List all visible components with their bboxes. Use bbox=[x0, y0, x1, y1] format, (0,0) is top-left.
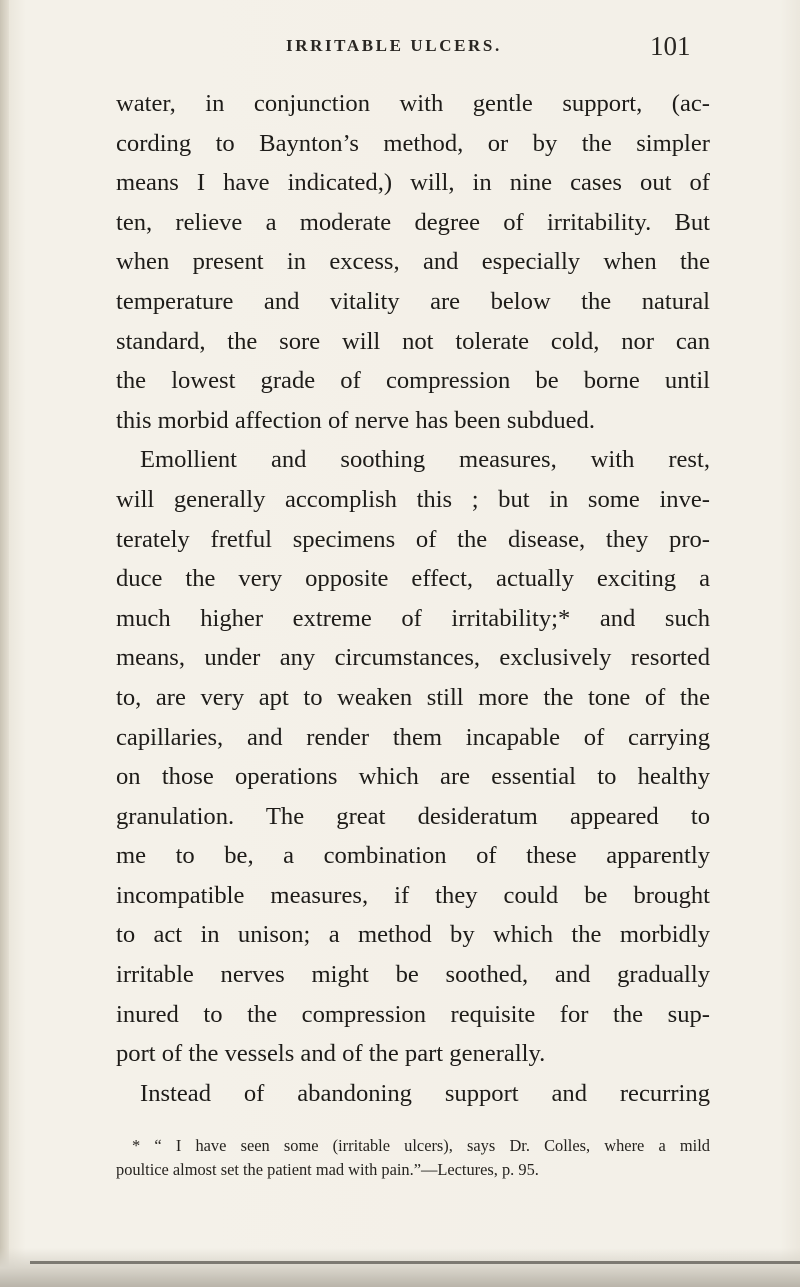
text-line: duce the very opposite effect, actually exciting a bbox=[116, 565, 710, 593]
text-line: incompatible measures, if they could be brought bbox=[116, 881, 710, 909]
text-line: means I have indicated,) will, in nine cases out of bbox=[116, 169, 710, 197]
running-head: IRRITABLE ULCERS. bbox=[286, 36, 502, 55]
page-header bbox=[0, 31, 800, 64]
text-line: standard, the sore will not tolerate cold, nor can bbox=[116, 327, 710, 355]
text-line: to act in unison; a method by which the morbidly bbox=[116, 921, 710, 949]
text-line: this morbid affection of nerve has been subdued. bbox=[116, 406, 595, 434]
text-line: irritable nerves might be soothed, and gradually bbox=[116, 961, 710, 989]
text-line: much higher extreme of irritability;* and such bbox=[116, 604, 710, 632]
text-line: ten, relieve a moderate degree of irritability. But bbox=[116, 208, 710, 236]
text-line: Emollient and soothing measures, with rest, bbox=[140, 446, 710, 474]
text-line: to, are very apt to weaken still more the tone of the bbox=[116, 683, 710, 711]
binding-edge bbox=[0, 0, 9, 1287]
text-line: water, in conjunction with gentle support, (ac- bbox=[116, 90, 710, 117]
text-line: means, under any circumstances, exclusively resorted bbox=[116, 644, 710, 672]
text-line: port of the vessels and of the part generally. bbox=[116, 1040, 546, 1068]
body-text bbox=[116, 84, 710, 1113]
text-line: the lowest grade of compression be borne until bbox=[116, 367, 710, 395]
text-line: when present in excess, and especially when the bbox=[116, 248, 710, 276]
text-line: terately fretful specimens of the disease, they pro- bbox=[116, 525, 710, 553]
text-line: granulation. The great desideratum appeared to bbox=[116, 802, 710, 830]
footnote bbox=[116, 1134, 710, 1182]
text-line: on those operations which are essential to healthy bbox=[116, 763, 710, 791]
text-line: cording to Baynton’s method, or by the simpler bbox=[116, 129, 710, 157]
text-line: Instead of abandoning support and recurring bbox=[140, 1079, 710, 1107]
text-line: temperature and vitality are below the natural bbox=[116, 287, 710, 315]
page-bottom-edge bbox=[30, 1261, 800, 1264]
footnote-line: * “ I have seen some (irritable ulcers), says Dr. Colles, where a mild bbox=[132, 1136, 710, 1155]
text-line: capillaries, and render them incapable of carrying bbox=[116, 723, 710, 751]
footnote-line: poultice almost set the patient mad with pain.”—Lectures, p. 95. bbox=[116, 1160, 539, 1179]
text-line: inured to the compression requisite for the sup- bbox=[116, 1000, 710, 1028]
page-number: 101 bbox=[650, 31, 691, 61]
text-line: me to be, a combination of these apparently bbox=[116, 842, 710, 870]
page-bottom-shadow bbox=[0, 1248, 800, 1287]
text-line: will generally accomplish this ; but in some inve- bbox=[116, 485, 710, 513]
